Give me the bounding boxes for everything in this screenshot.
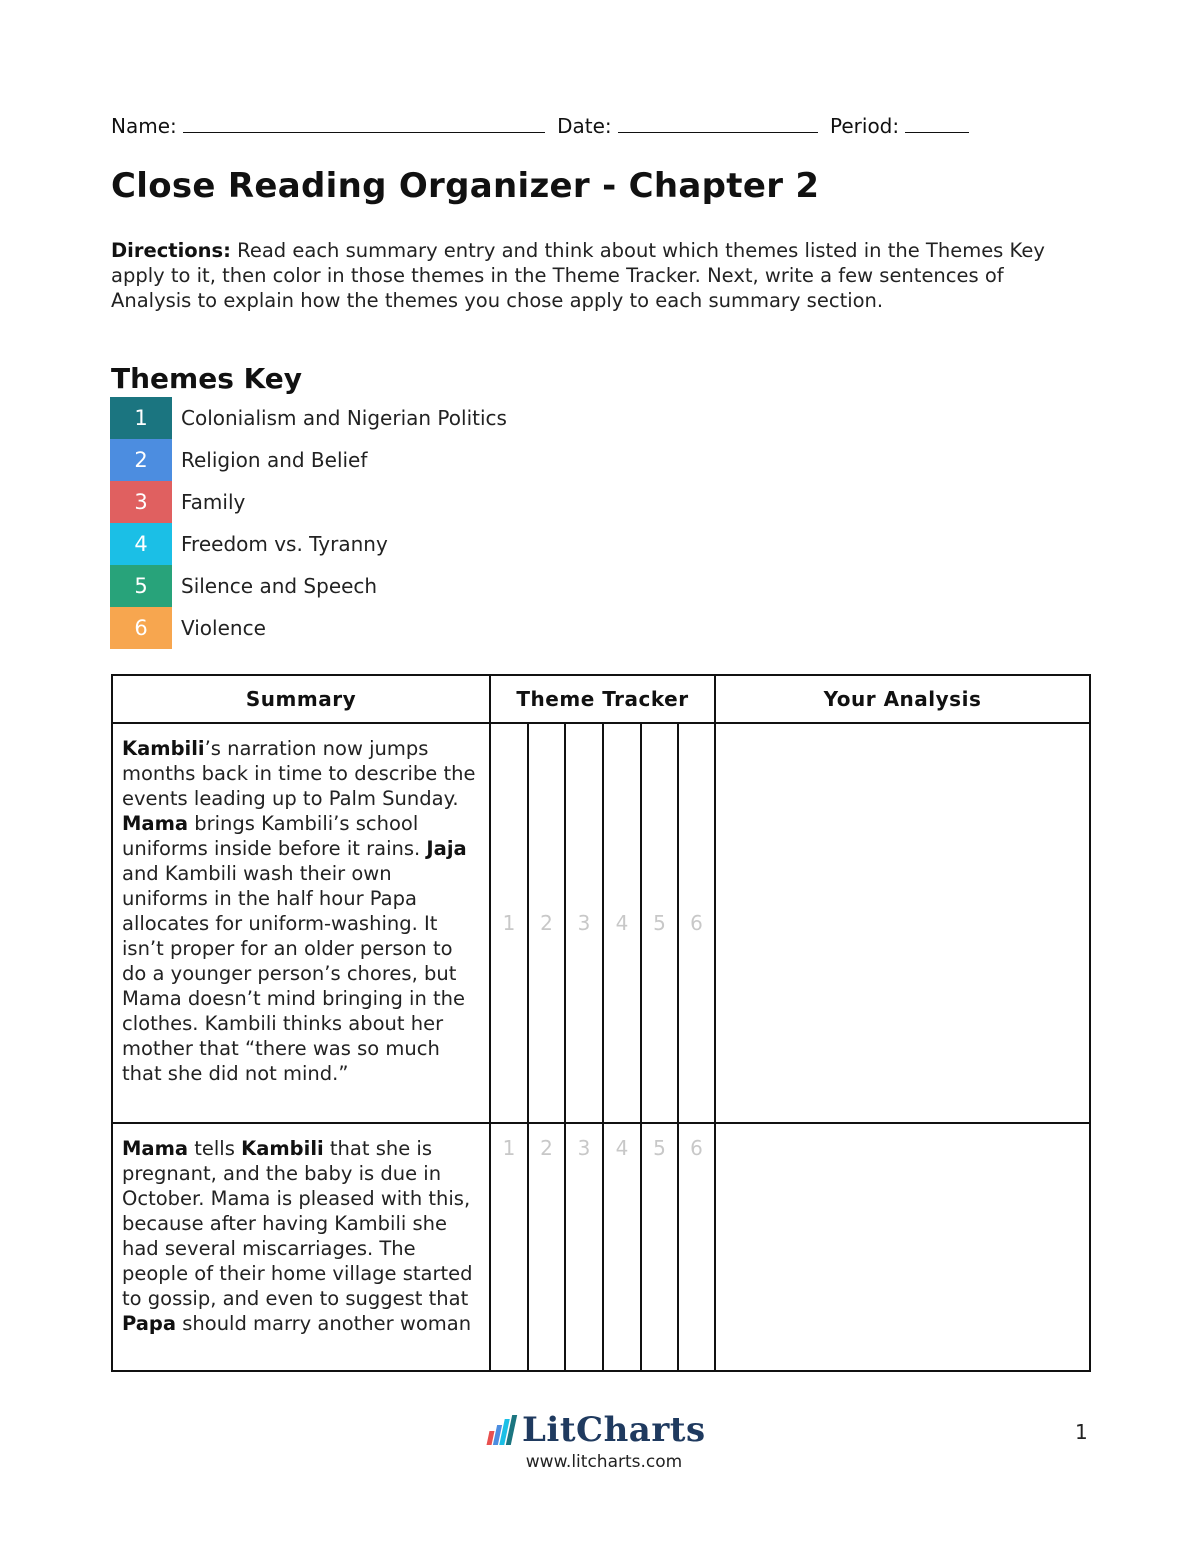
summary-text: brings Kambili’s school uniforms inside before it rains. <box>122 812 427 860</box>
theme-key-item <box>110 397 507 439</box>
themes-key-list <box>110 397 507 649</box>
logo-text: LitCharts <box>522 1410 706 1450</box>
analysis-cell[interactable] <box>715 1123 1090 1371</box>
theme-tracker-header: Theme Tracker <box>490 675 715 723</box>
themes-key-heading: Themes Key <box>111 362 303 395</box>
theme-number-swatch: 4 <box>110 523 172 565</box>
period-label: Period: <box>830 114 900 138</box>
student-info-line <box>111 112 975 138</box>
theme-tracker-cell[interactable]: 2 <box>528 1123 565 1371</box>
table-row <box>112 1123 1090 1371</box>
theme-key-item <box>110 523 507 565</box>
theme-number-swatch: 1 <box>110 397 172 439</box>
character-name: Kambili <box>122 737 205 760</box>
summary-text: tells <box>188 1137 242 1160</box>
summary-text: that she is pregnant, and the baby is due in October. Mama is pleased with this, because after having Kambili she had several miscarriages. The people of their home village started to gossip, and even to suggest that <box>122 1137 473 1310</box>
theme-key-item <box>110 607 507 649</box>
site-url: www.litcharts.com <box>525 1452 683 1472</box>
theme-tracker-cell[interactable]: 3 <box>565 723 603 1123</box>
table-header-row <box>112 675 1090 723</box>
summary-cell <box>112 723 490 1123</box>
theme-tracker-cell[interactable]: 2 <box>528 723 565 1123</box>
summary-cell <box>112 1123 490 1371</box>
directions-label: Directions: <box>111 239 231 262</box>
theme-number-swatch: 2 <box>110 439 172 481</box>
theme-label: Religion and Belief <box>181 448 368 472</box>
theme-number-swatch: 6 <box>110 607 172 649</box>
theme-number-swatch: 3 <box>110 481 172 523</box>
name-label: Name: <box>111 114 177 138</box>
page-title: Close Reading Organizer - Chapter 2 <box>111 166 820 206</box>
theme-label: Silence and Speech <box>181 574 378 598</box>
theme-key-item <box>110 439 507 481</box>
theme-tracker-cell[interactable]: 6 <box>678 723 715 1123</box>
theme-number-swatch: 5 <box>110 565 172 607</box>
theme-tracker-cell[interactable]: 1 <box>490 723 528 1123</box>
summary-text: ’s narration now jumps months back in time to describe the events leading up to Palm Sunday. <box>122 737 476 810</box>
date-label: Date: <box>557 114 612 138</box>
summary-header: Summary <box>112 675 490 723</box>
theme-tracker-cell[interactable]: 6 <box>678 1123 715 1371</box>
theme-label: Family <box>181 490 246 514</box>
analysis-cell[interactable] <box>715 723 1090 1123</box>
theme-tracker-cell[interactable]: 3 <box>565 1123 603 1371</box>
name-blank[interactable] <box>183 112 545 133</box>
directions <box>111 238 1081 313</box>
character-name: Kambili <box>241 1137 324 1160</box>
summary-text: should marry another woman <box>176 1312 472 1335</box>
analysis-header: Your Analysis <box>715 675 1090 723</box>
logo-bars-icon <box>488 1415 516 1445</box>
theme-tracker-cell[interactable]: 4 <box>603 723 641 1123</box>
character-name: Mama <box>122 812 189 835</box>
page-number: 1 <box>1075 1420 1088 1444</box>
theme-label: Freedom vs. Tyranny <box>181 532 388 556</box>
organizer-table <box>111 674 1091 1372</box>
theme-tracker-cell[interactable]: 1 <box>490 1123 528 1371</box>
theme-label: Colonialism and Nigerian Politics <box>181 406 507 430</box>
theme-label: Violence <box>181 616 266 640</box>
theme-tracker-cell[interactable]: 4 <box>603 1123 641 1371</box>
directions-text: Read each summary entry and think about which themes listed in the Themes Key apply to it, then color in those themes in the Theme Tracker. Next, write a few sentences of Analysis to explain how the themes you chose apply to each summary section. <box>111 239 1045 312</box>
theme-key-item <box>110 481 507 523</box>
character-name: Mama <box>122 1137 189 1160</box>
theme-tracker-cell[interactable]: 5 <box>641 723 678 1123</box>
table-row <box>112 723 1090 1123</box>
date-blank[interactable] <box>618 112 818 133</box>
theme-tracker-cell[interactable]: 5 <box>641 1123 678 1371</box>
litcharts-logo <box>488 1410 712 1472</box>
character-name: Papa <box>122 1312 177 1335</box>
character-name: Jaja <box>426 837 467 860</box>
summary-text: and Kambili wash their own uniforms in the half hour Papa allocates for uniform-washing. It isn’t proper for an older person to do a younger person’s chores, but Mama doesn’t mind bringing in the clothes. Kambili thinks about her mother that “there was so much that she did not mind.” <box>122 862 466 1085</box>
theme-key-item <box>110 565 507 607</box>
period-blank[interactable] <box>905 112 969 133</box>
